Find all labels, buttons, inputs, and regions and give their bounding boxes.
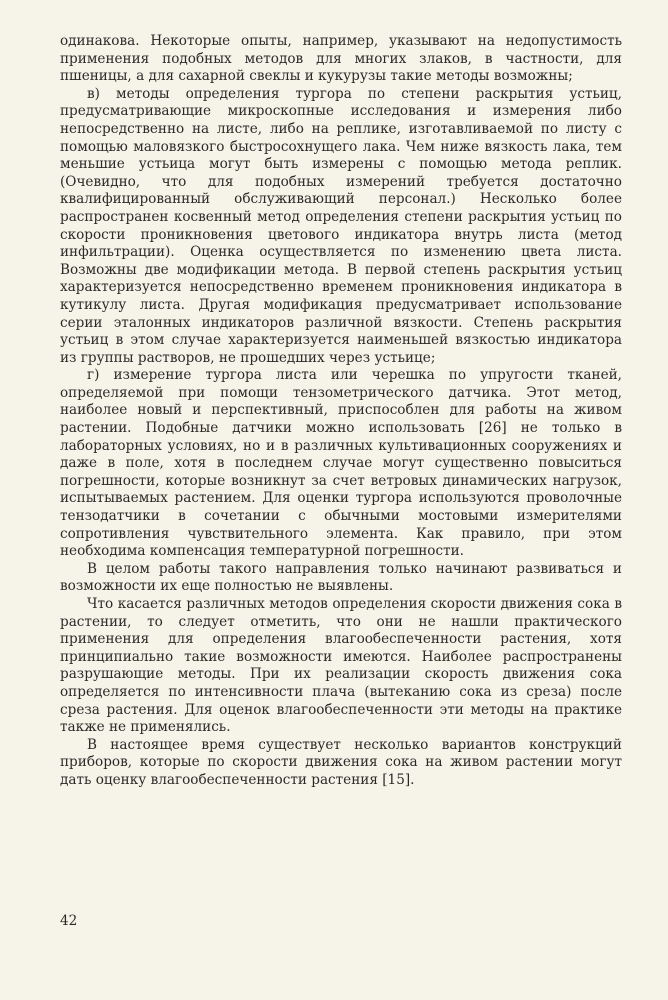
paragraph-item-v: в) методы определения тургора по степени раскрытия устьиц, предусматривающие микроскопные исследования и измерения либо непосредственно на листе, либо на реплике, изготавливаемой по листу с помощью маловязкого быстросохнущего лака. Чем ниже вязкость лака, тем меньшие устьица могут быть измерены с помощью метода реплик. (Очевидно, что для подобных измерений требуется достаточно квалифицированный обслуживающий персонал.) Несколько более распространен косвенный метод определения степени раскрытия устьиц по скорости проникновения цветового индикатора внутрь листа (метод инфильтрации). Оценка осуществляется по изменению цвета листа. Возможны две модификации метода. В первой степень раскрытия устьиц характеризуется непосредственно временем проникновения индикатора в кутикулу листа. Другая модификация предусматривает использование серии эталонных индикаторов различной вязкости. Степень раскрытия устьиц в этом случае характеризуется наименьшей вязкостью индикатора из группы растворов, не прошедших через устьице; bbox=[60, 85, 622, 366]
paragraph-instruments: В настоящее время существует несколько вариантов конструкций приборов, которые по скорости движения сока на живом растении могут дать оценку влагообеспеченности растения [15]. bbox=[60, 736, 622, 788]
page-body bbox=[60, 33, 622, 790]
paragraph-continuation: одинакова. Некоторые опыты, например, указывают на недопустимость применения подобных методов для многих злаков, в частности, для пшеницы, а для сахарной свеклы и кукурузы такие методы возможны; bbox=[60, 33, 622, 85]
paragraph-summary: В целом работы такого направления только начинают развиваться и возможности их еще полностью не выявлены. bbox=[60, 560, 622, 595]
paragraph-item-g: г) измерение тургора листа или черешка по упругости тканей, определяемой при помощи тензометрического датчика. Этот метод, наиболее новый и перспективный, приспособлен для работы на живом растении. Подобные датчики можно использовать [26] не только в лабораторных условиях, но и в различных культивационных сооружениях и даже в поле, хотя в последнем случае могут существенно повыситься погрешности, которые возникнут за счет ветровых динамических нагрузок, испытываемых растением. Для оценки тургора используются проволочные тензодатчики в сочетании с обычными мостовыми измерителями сопротивления чувствительного элемента. Как правило, при этом необходима компенсация температурной погрешности. bbox=[60, 367, 622, 560]
page-number: 42 bbox=[60, 913, 78, 929]
paragraph-sap-methods: Что касается различных методов определения скорости движения сока в растении, то следует отметить, что они не нашли практического применения для определения влагообеспеченности растения, хотя принципиально такие возможности имеются. Наиболее распространены разрушающие методы. При их реализации скорость движения сока определяется по интенсивности плача (вытеканию сока из среза) после среза растения. Для оценок влагообеспеченности эти методы на практике также не применялись. bbox=[60, 596, 622, 736]
